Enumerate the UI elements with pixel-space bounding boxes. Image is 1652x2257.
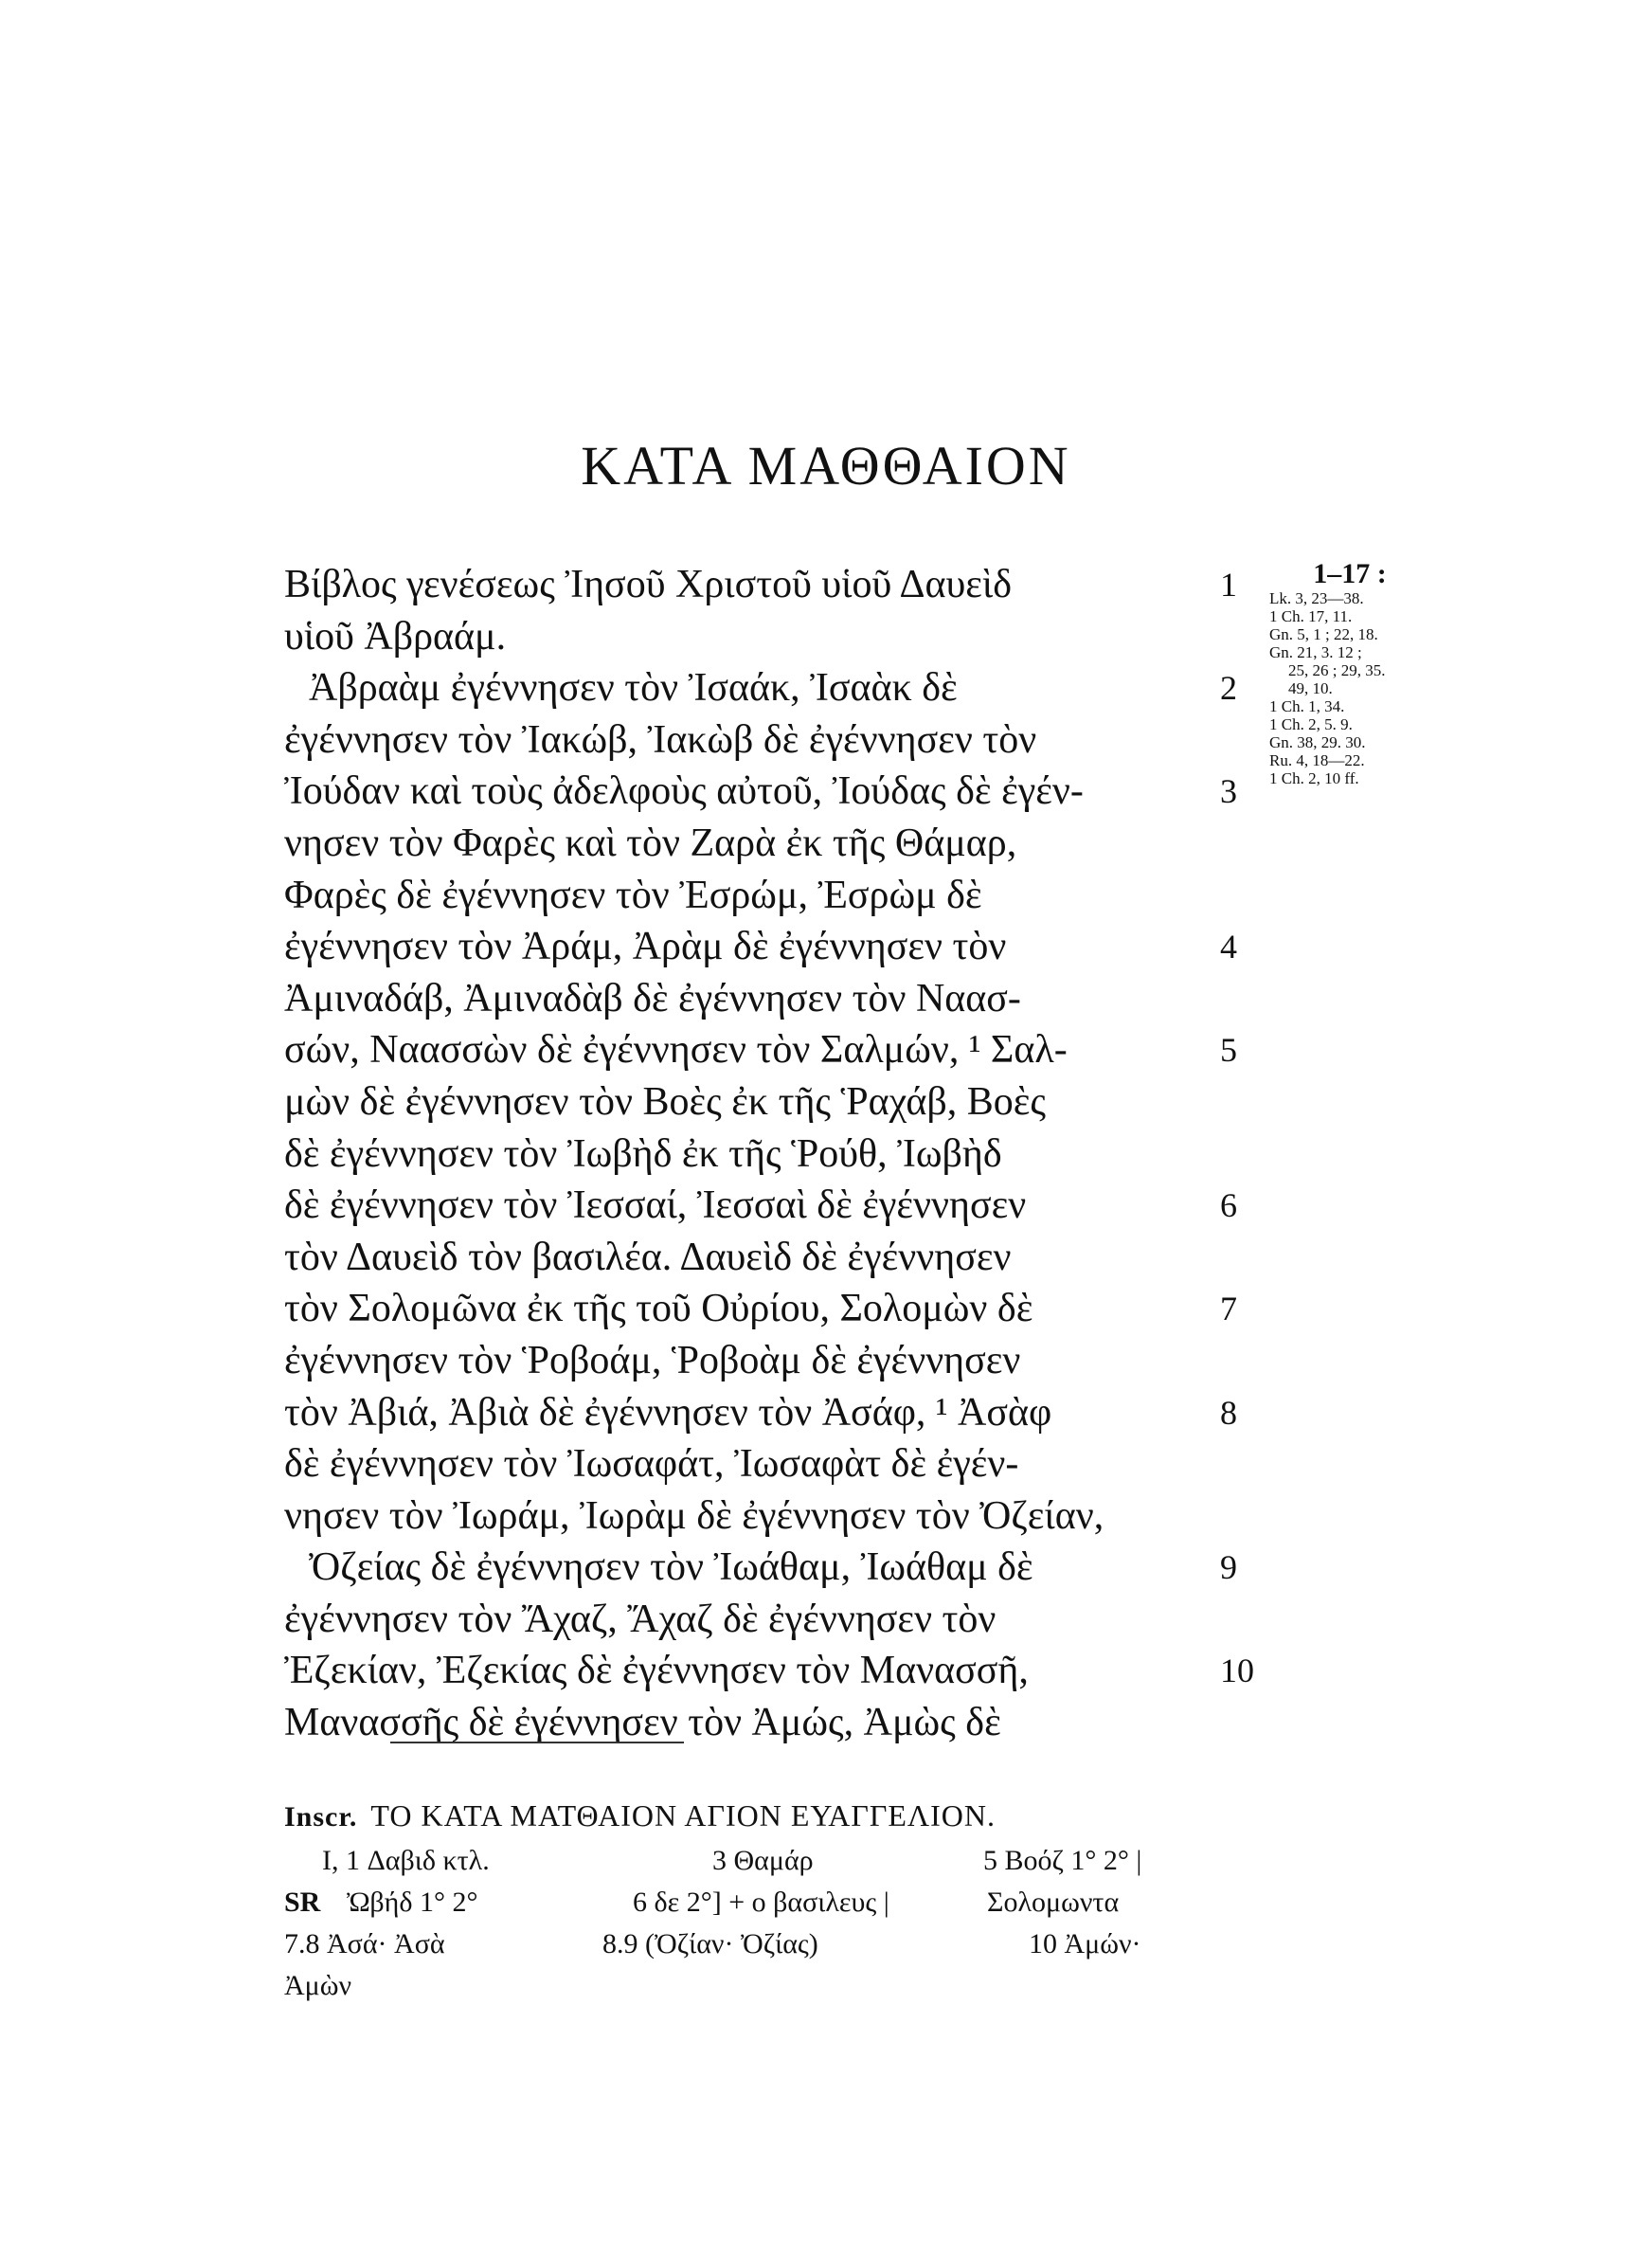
verse-number: 5 <box>1220 1031 1237 1070</box>
margin-ref: 25, 26 ; 29, 35. <box>1288 661 1386 679</box>
apparatus-entry: 5 Βοόζ 1° 2° | <box>983 1845 1142 1876</box>
line-text: ἐγέννησεν τὸν Ἰακώβ, Ἰακὼβ δὲ ἐγέννησεν τὸν <box>284 717 1037 762</box>
line-text: Ἀβραὰμ ἐγέννησεν τὸν Ἰσαάκ, Ἰσαὰκ δὲ <box>309 666 958 711</box>
verse-number: 4 <box>1220 928 1237 966</box>
text-line <box>284 1645 1254 1697</box>
margin-ref: Ru. 4, 18—22. <box>1269 751 1365 769</box>
line-text: νησεν τὸν Φαρὲς καὶ τὸν Ζαρὰ ἐκ τῆς Θάμαρ, <box>284 821 1017 865</box>
line-text: ἐγέννησεν τὸν Ἄχαζ, Ἄχαζ δὲ ἐγέννησεν τὸν <box>284 1597 997 1641</box>
text-line <box>284 766 1237 818</box>
apparatus-entry: 3 Θαμάρ <box>712 1845 814 1876</box>
text-line <box>284 870 1231 922</box>
text-line <box>284 1438 1231 1490</box>
line-text: Ὀζείας δὲ ἐγέννησεν τὸν Ἰωάθαμ, Ἰωάθαμ δὲ <box>309 1545 1033 1590</box>
text-line <box>284 559 1237 611</box>
margin-ref: 1 Ch. 2, 10 ff. <box>1269 769 1359 787</box>
line-text: Ἰούδαν καὶ τοὺς ἀδελφοὺς αὐτοῦ, Ἰούδας δὲ ἐγέν- <box>284 769 1084 814</box>
verse-number: 8 <box>1220 1393 1237 1432</box>
line-text: υἱοῦ Ἀβραάμ. <box>284 614 507 659</box>
line-text: τὸν Δαυεὶδ τὸν βασιλέα. Δαυεὶδ δὲ ἐγέννησεν <box>284 1235 1012 1279</box>
apparatus-entry: I, 1 Δαβιδ κτλ. <box>322 1845 490 1876</box>
margin-ref: 49, 10. <box>1288 679 1333 697</box>
text-line <box>284 818 1231 870</box>
line-text: δὲ ἐγέννησεν τὸν Ἰωβὴδ ἐκ τῆς Ῥούθ, Ἰωβὴδ <box>284 1131 1002 1176</box>
apparatus-inscription <box>284 1791 1231 1840</box>
margin-ref: 1 Ch. 17, 11. <box>1269 607 1353 625</box>
margin-ref: Lk. 3, 23—38. <box>1269 589 1364 607</box>
apparatus-entry: 6 δε 2°] + ο βασιλευς | <box>633 1887 889 1918</box>
line-text: νησεν τὸν Ἰωράμ, Ἰωρὰμ δὲ ἐγέννησεν τὸν Ὀζείαν, <box>284 1493 1104 1538</box>
separator-rule <box>390 1742 684 1743</box>
apparatus-row <box>284 1965 1231 2007</box>
text-line <box>284 1128 1231 1181</box>
line-text: δὲ ἐγέννησεν τὸν Ἰωσαφάτ, Ἰωσαφὰτ δὲ ἐγέν- <box>284 1442 1019 1487</box>
margin-ref: 1 Ch. 1, 34. <box>1269 697 1345 715</box>
text-line <box>284 921 1237 973</box>
text-line <box>284 1232 1231 1284</box>
apparatus-row <box>284 1923 1231 1965</box>
apparatus-row <box>284 1840 1231 1882</box>
page-title: ΚΑΤΑ ΜΑΘΘΑΙΟΝ <box>581 435 1071 497</box>
text-line <box>284 1542 1237 1594</box>
line-text: δὲ ἐγέννησεν τὸν Ἰεσσαί, Ἰεσσαὶ δὲ ἐγέννησεν <box>284 1183 1027 1228</box>
verse-number: 3 <box>1220 772 1237 811</box>
line-text: τὸν Σολομῶνα ἐκ τῆς τοῦ Οὐρίου, Σολομὼν δὲ <box>284 1287 1033 1331</box>
apparatus-entry: Σολομωντα <box>987 1887 1120 1918</box>
margin-ref: Gn. 38, 29. 30. <box>1269 733 1366 751</box>
verse-number: 1 <box>1220 566 1237 604</box>
verse-number: 6 <box>1220 1186 1237 1225</box>
critical-apparatus <box>284 1791 1231 2007</box>
verse-number: 2 <box>1220 669 1237 708</box>
apparatus-entry: 8.9 (Ὀζίαν· Ὀζίας) <box>602 1928 818 1959</box>
margin-heading: 1–17 : <box>1313 558 1387 589</box>
line-text: Ἐζεκίαν, Ἐζεκίας δὲ ἐγέννησεν τὸν Μανασσῆ, <box>284 1649 1029 1693</box>
text-line <box>284 1024 1237 1076</box>
margin-ref: Gn. 5, 1 ; 22, 18. <box>1269 625 1378 643</box>
apparatus-entry: 7.8 Ἀσά· Ἀσὰ <box>284 1928 445 1959</box>
inscription-label: Inscr. <box>284 1801 358 1833</box>
apparatus-row <box>284 1882 1231 1923</box>
apparatus-entry: Ὠβήδ 1° 2° <box>347 1887 478 1918</box>
text-line <box>284 1076 1231 1128</box>
text-line <box>284 1490 1231 1543</box>
line-text: μὼν δὲ ἐγέννησεν τὸν Βοὲς ἐκ τῆς Ῥαχάβ, Βοὲς <box>284 1079 1047 1124</box>
text-line <box>284 973 1231 1025</box>
text-line <box>284 611 1231 663</box>
line-text: Φαρὲς δὲ ἐγέννησεν τὸν Ἐσρώμ, Ἐσρὼμ δὲ <box>284 873 982 917</box>
text-line <box>284 1180 1237 1232</box>
line-text: Ἀμιναδάβ, Ἀμιναδὰβ δὲ ἐγέννησεν τὸν Ναασ- <box>284 976 1021 1020</box>
verse-number: 10 <box>1220 1652 1254 1690</box>
margin-ref: 1 Ch. 2, 5. 9. <box>1269 715 1353 733</box>
line-text: τὸν Ἀβιά, Ἀβιὰ δὲ ἐγέννησεν τὸν Ἀσάφ, ¹ Ἀσὰφ <box>284 1390 1052 1435</box>
inscription-text: ΤΟ ΚΑΤΑ ΜΑΤΘΑΙΟΝ ΑΓΙΟΝ ΕΥΑΓΓΕΛΙΟΝ. <box>370 1798 996 1833</box>
text-line <box>284 714 1231 767</box>
text-line <box>284 1387 1237 1439</box>
apparatus-entry: 10 Ἀμών· <box>1029 1928 1141 1959</box>
line-text: Μανασσῆς δὲ ἐγέννησεν τὸν Ἀμώς, Ἀμὼς δὲ <box>284 1701 1001 1745</box>
verse-number: 9 <box>1220 1548 1237 1587</box>
margin-ref: Gn. 21, 3. 12 ; <box>1269 643 1362 661</box>
text-line <box>284 662 1237 714</box>
text-line <box>284 1283 1237 1335</box>
line-text: ἐγέννησεν τὸν Ῥοβοάμ, Ῥοβοὰμ δὲ ἐγέννησεν <box>284 1338 1021 1382</box>
apparatus-siglum: SR <box>284 1887 321 1918</box>
text-line <box>284 1335 1231 1387</box>
line-text: ἐγέννησεν τὸν Ἀράμ, Ἀρὰμ δὲ ἐγέννησεν τὸν <box>284 925 1007 969</box>
verse-number: 7 <box>1220 1290 1237 1328</box>
main-text <box>284 559 1254 1749</box>
margin-references <box>1269 559 1430 787</box>
line-text: σών, Ναασσὼν δὲ ἐγέννησεν τὸν Σαλμών, ¹ Σαλ- <box>284 1028 1068 1073</box>
text-line <box>284 1594 1231 1646</box>
apparatus-entry: Ἀμὼν <box>284 1970 352 2001</box>
line-text: Βίβλος γενέσεως Ἰησοῦ Χριστοῦ υἱοῦ Δαυεὶδ <box>284 563 1012 606</box>
